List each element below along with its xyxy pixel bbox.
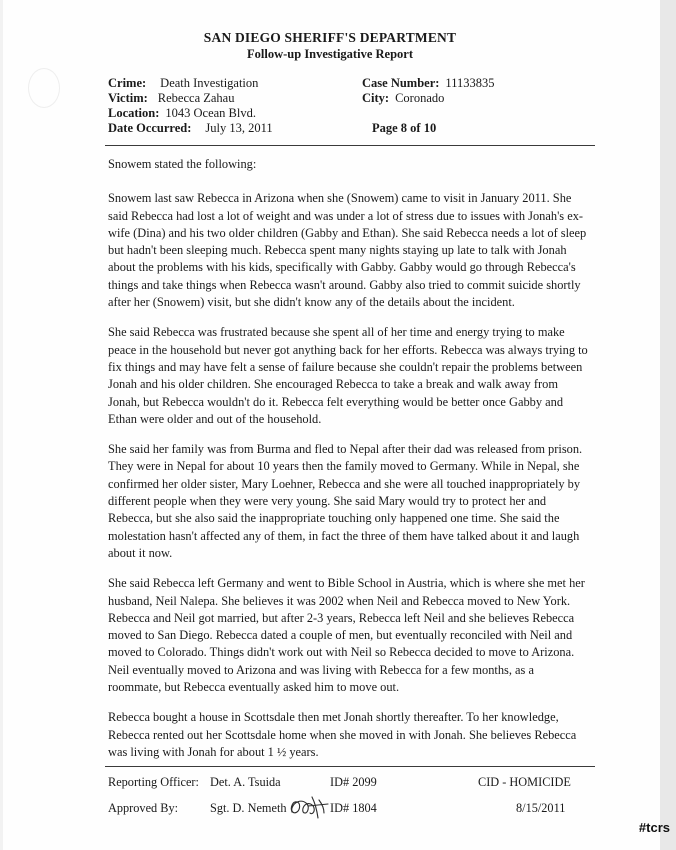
date-occurred-label: Date Occurred:	[108, 121, 192, 135]
page-right-gutter	[660, 0, 676, 850]
approved-by-label: Approved By:	[108, 801, 179, 815]
location-label: Location:	[108, 106, 160, 120]
header-field-city	[362, 91, 444, 106]
report-narrative	[108, 156, 590, 774]
page-left-edge	[0, 0, 3, 850]
victim-value: Rebecca Zahau	[157, 91, 235, 105]
page-indicator: Page 8 of 10	[372, 121, 437, 135]
header-divider	[105, 145, 595, 146]
watermark-label: #tcrs	[638, 820, 670, 835]
city-value: Coronado	[395, 91, 445, 105]
header-field-victim	[108, 91, 234, 106]
crime-value: Death Investigation	[160, 76, 259, 90]
reporting-officer-label: Reporting Officer:	[108, 775, 199, 789]
header-field-case-number	[362, 76, 495, 91]
approved-by-name: Sgt. D. Nemeth	[210, 801, 287, 815]
narrative-lead: Snowem stated the following:	[108, 157, 257, 171]
crime-label: Crime:	[108, 76, 147, 90]
city-label: City:	[362, 91, 390, 105]
approved-by-id: ID# 1804	[330, 801, 377, 815]
header-field-location	[108, 106, 256, 121]
narrative-paragraph: She said Rebecca was frustrated because she spent all of her time and energy trying to make peace in the household but never got anything back for her efforts. Rebecca was always trying to fix things and may have felt a sense of failure because she couldn't repair the problems between Jonah and his older children. She encouraged Rebecca to take a break and walk away from Jonah, but Rebecca wouldn't do it. Rebecca felt everything would be better once Gabby and Ethan were older and out of the household.	[108, 325, 588, 426]
reporting-officer-id: ID# 2099	[330, 775, 377, 789]
narrative-paragraph: She said Rebecca left Germany and went to Bible School in Austria, which is where she met her husband, Neil Nalepa. She believes it was 2002 when Neil and Rebecca moved to New York. Rebecca and Neil got married, but after 2-3 years, Rebecca left Neil and she believes Rebecca moved to San Diego. Rebecca dated a couple of men, but eventually reconciled with Neil and moved to Colorado. Things didn't work out with Neil so Rebecca decided to move to Arizona. Neil eventually moved to Arizona and was living with Rebecca for a few months, as a roommate, but Rebecca eventually asked him to move out.	[108, 576, 585, 695]
reporting-officer-name: Det. A. Tsuida	[210, 775, 281, 789]
assigned-unit: CID - HOMICIDE	[478, 775, 571, 789]
narrative-paragraph: She said her family was from Burma and fled to Nepal after their dad was released from prison. They were in Nepal for about 10 years then the family moved to Germany. While in Nepal, she confirmed her older sister, Mary Loehner, Rebecca and she were all touched inappropriately by different people when they were very young. She said Mary would try to protect her and Rebecca, but she also said the inappropriate touching only happened one time. She said the molestation hasn't affected any of them, in fact the three of them have talked about it and laugh about it now.	[108, 442, 583, 560]
date-occurred-value: July 13, 2011	[205, 121, 273, 135]
case-number-label: Case Number:	[362, 76, 440, 90]
footer-divider	[105, 766, 595, 767]
hole-punch-artifact	[28, 68, 60, 108]
narrative-paragraph: Rebecca bought a house in Scottsdale then met Jonah shortly thereafter. To her knowledge, Rebecca rented out her Scottsdale home when she moved in with Jonah. She believes Rebecca was living with Jonah for about 1 ½ years.	[108, 710, 577, 759]
header-field-date-occurred	[108, 121, 273, 136]
page-title: SAN DIEGO SHERIFF'S DEPARTMENT	[203, 30, 457, 45]
victim-label: Victim:	[108, 91, 148, 105]
approval-date: 8/15/2011	[516, 801, 566, 815]
header-field-crime	[108, 76, 258, 91]
narrative-paragraph: Snowem last saw Rebecca in Arizona when she (Snowem) came to visit in January 2011. She said Rebecca had lost a lot of weight and was under a lot of stress due to issues with Jonah's ex-wife (Dina) and his two older children (Gabby and Ethan). She said Rebecca needs a lot of sleep but hadn't been sleeping much. Rebecca spent many nights staying up late to talk with Jonah about the problems with his kids, specifically with Gabby. Gabby would go through Rebecca's things and take things when Rebecca wasn't around. Gabby also tried to commit suicide shortly after her (Snowem) visit, but she didn't know any of the details about the incident.	[108, 191, 587, 310]
location-value: 1043 Ocean Blvd.	[165, 106, 256, 120]
page-subtitle: Follow-up Investigative Report	[247, 47, 413, 61]
case-number-value: 11133835	[445, 76, 495, 90]
